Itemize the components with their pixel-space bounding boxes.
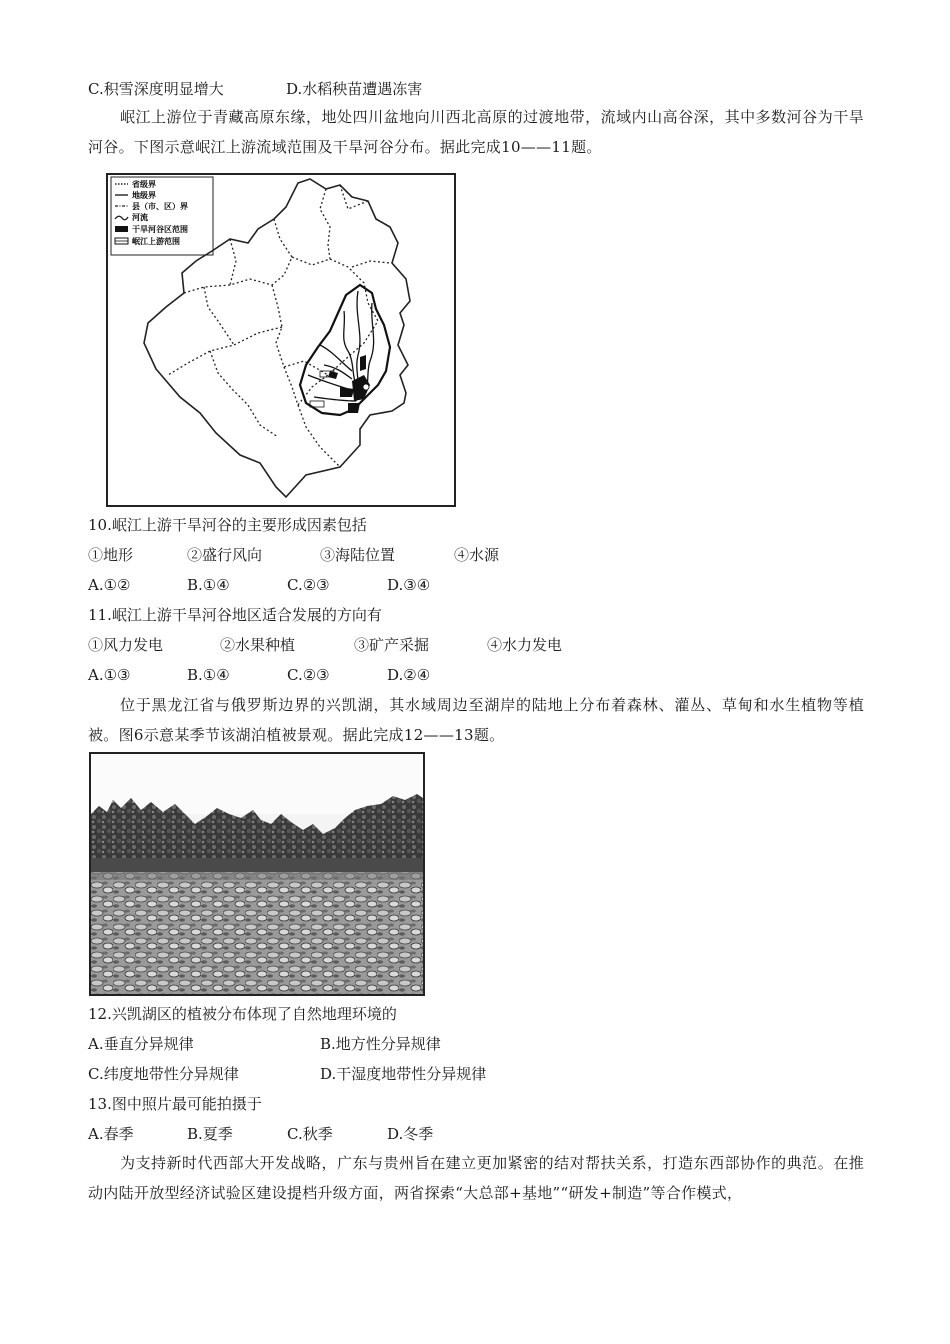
q11-stem: 11.岷江上游干旱河谷地区适合发展的方向有 xyxy=(88,606,382,624)
q12-choice-a: A.垂直分异规律 xyxy=(88,1035,194,1053)
q10-stem: 10.岷江上游干旱河谷的主要形成因素包括 xyxy=(88,516,367,534)
legend-minjiang-range: 岷江上游范围 xyxy=(132,237,180,246)
passage-guangdong-guizhou: 为支持新时代西部大开发战略，广东与贵州旨在建立更加紧密的结对帮扶关系，打造东西部协作的典范。在推动内陆开放型经济试验区建设提档升级方面，两省探索“大总部+基地”“研发+制造”等合作模式， xyxy=(88,1154,864,1202)
legend-prefecture-boundary: 地级界 xyxy=(132,191,156,200)
lotus-leaves xyxy=(91,872,423,994)
q11-item-1: ①风力发电 xyxy=(88,636,164,654)
xingkai-lake-photo xyxy=(89,752,425,996)
prev-option-c: C.积雪深度明显增大 xyxy=(88,80,224,98)
q11-item-2: ②水果种植 xyxy=(220,636,296,654)
q10-choice-b: B.①④ xyxy=(187,576,230,594)
q11-item-3: ③矿产采掘 xyxy=(354,636,430,654)
q11-choice-c: C.②③ xyxy=(287,666,330,684)
q11-item-4: ④水力发电 xyxy=(487,636,563,654)
q12-choice-d: D.干湿度地带性分异规律 xyxy=(320,1065,487,1083)
map-legend xyxy=(111,177,213,255)
legend-county-boundary: 县（市、区）界 xyxy=(132,202,188,211)
q10-choice-a: A.①② xyxy=(88,576,131,594)
q13-choice-d: D.冬季 xyxy=(387,1125,434,1143)
q10-choice-d: D.③④ xyxy=(387,576,431,594)
legend-province-boundary: 省级界 xyxy=(132,180,156,189)
minjiang-map-figure xyxy=(106,173,456,507)
q13-choice-a: A.春季 xyxy=(88,1125,134,1143)
q10-item-2: ②盛行风向 xyxy=(187,546,263,564)
q11-choice-a: A.①③ xyxy=(88,666,131,684)
q10-choice-c: C.②③ xyxy=(287,576,330,594)
legend-river: 河流 xyxy=(132,213,148,222)
minjiang-map xyxy=(108,175,454,505)
passage-minjiang: 岷江上游位于青藏高原东缘，地处四川盆地向川西北高原的过渡地带，流域内山高谷深，其中多数河谷为干旱河谷。下图示意岷江上游流域范围及干旱河谷分布。据此完成10——11题。 xyxy=(88,108,864,156)
q10-item-4: ④水源 xyxy=(454,546,500,564)
passage-xingkai: 位于黑龙江省与俄罗斯边界的兴凯湖，其水域周边至湖岸的陆地上分布着森林、灌丛、草甸和水生植物等植被。图6示意某季节该湖泊植被景观。据此完成12——13题。 xyxy=(88,696,864,744)
prev-option-d: D.水稻秧苗遭遇冻害 xyxy=(286,80,423,98)
q10-item-1: ①地形 xyxy=(88,546,134,564)
q12-choice-b: B.地方性分异规律 xyxy=(320,1035,441,1053)
q12-stem: 12.兴凯湖区的植被分布体现了自然地理环境的 xyxy=(88,1005,397,1023)
q10-item-3: ③海陆位置 xyxy=(320,546,396,564)
q13-choice-b: B.夏季 xyxy=(187,1125,233,1143)
lake-vegetation-photo xyxy=(91,754,423,994)
q12-choice-c: C.纬度地带性分异规律 xyxy=(88,1065,239,1083)
legend-dry-valley: 干旱河谷区范围 xyxy=(132,225,188,234)
q11-choice-b: B.①④ xyxy=(187,666,230,684)
q11-choice-d: D.②④ xyxy=(387,666,431,684)
q13-stem: 13.图中照片最可能拍摄于 xyxy=(88,1095,262,1113)
q13-choice-c: C.秋季 xyxy=(287,1125,333,1143)
